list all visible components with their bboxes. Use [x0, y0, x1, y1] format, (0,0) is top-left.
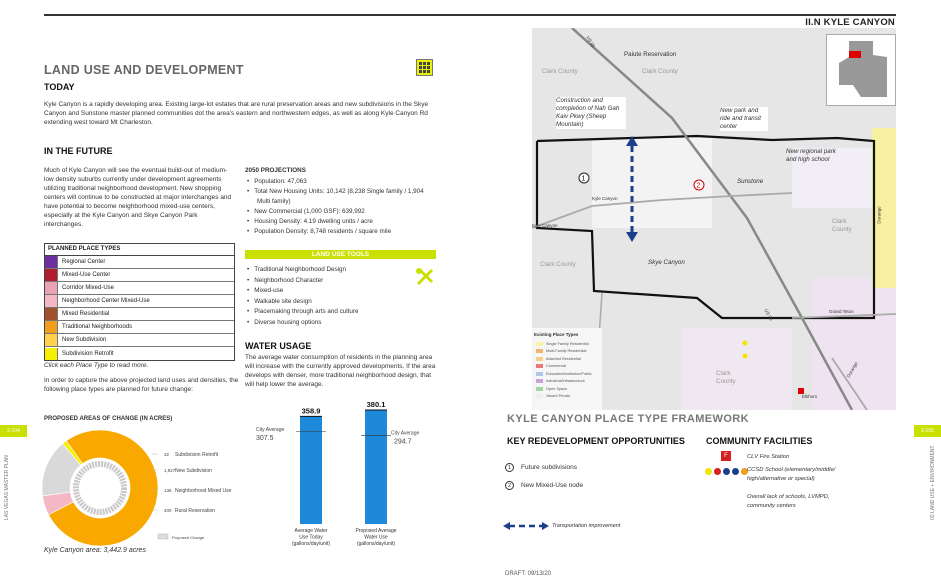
label-durango: Durango — [845, 361, 859, 379]
label-skye-canyon: Skye Canyon — [648, 259, 685, 266]
future-text: Much of Kyle Canyon will see the eventual build-out of medium-low density suburbs currently under development agreements utilizing traditional neighborhood development. New shopping centers will continue to be constructed at major interchanges and have potential to become neighborhood mixed-use centers, especially at the Kyle Canyon and Skye Canyon Park interchanges. — [44, 167, 232, 228]
water-category-label: Average Water — [294, 528, 328, 534]
city-average-label: City Average — [256, 426, 285, 433]
future-heading: IN THE FUTURE — [44, 146, 113, 156]
land-use-tools-title: LAND USE TOOLS — [245, 250, 436, 259]
label-us95: US 95 — [763, 308, 774, 322]
existing-type-label: Education/Institution/Public — [546, 371, 592, 376]
city-average-label: City Average — [391, 430, 420, 437]
legend-row[interactable] — [45, 295, 234, 308]
framework-title: KYLE CANYON PLACE TYPE FRAMEWORK — [507, 413, 749, 425]
label-clark-county: Clark County — [716, 370, 736, 385]
school-icons — [705, 468, 748, 475]
tools-icon — [414, 266, 436, 288]
label-elkhorn: Elkhorn — [802, 394, 818, 399]
label-grand-teton: Grand Teton — [829, 309, 854, 314]
vertical-text-right: 02 LAND USE + ENVIRONMENT — [930, 445, 936, 520]
key-opportunities-heading: KEY REDEVELOPMENT OPPORTUNITIES — [507, 436, 685, 446]
legend-row[interactable] — [45, 282, 234, 295]
label-clark-county: Clark County — [540, 261, 576, 268]
slice-category-label: New Subdivision — [175, 468, 212, 474]
legend-label: Corridor Mixed-Use — [62, 285, 115, 291]
existing-type-item — [536, 370, 592, 378]
school-dot-icon — [714, 468, 721, 475]
legend-title: PLANNED PLACE TYPES — [45, 244, 234, 256]
calculator-icon — [416, 59, 433, 76]
water-value-label: 358.9 — [301, 406, 321, 416]
draft-date: DRAFT: 09/13/20 — [505, 571, 552, 577]
label-paiute: Paiute Reservation — [624, 51, 677, 58]
existing-type-item — [536, 363, 592, 371]
page-number-left: 2-104 — [0, 425, 27, 437]
page-title: LAND USE AND DEVELOPMENT — [44, 63, 244, 77]
projection-item: • Population Density: 8,748 residents / square mile — [247, 227, 432, 237]
legend-row[interactable] — [45, 308, 234, 321]
existing-type-label: Multi-Family Residential — [546, 349, 587, 354]
transport-arrow-icon — [503, 521, 549, 531]
areas-of-change-chart — [40, 426, 245, 548]
slice-value-label: 400 — [164, 508, 172, 513]
legend-row[interactable] — [45, 269, 234, 282]
existing-type-label: Commercial — [546, 364, 567, 369]
legend-label: Proposed Change — [172, 535, 205, 540]
slice-category-label: Subdivision Retrofit — [175, 452, 219, 458]
key-item-label: Future subdivisions — [521, 464, 577, 471]
legend-label: Regional Center — [62, 259, 106, 265]
projections-heading: 2050 PROJECTIONS — [245, 167, 306, 174]
existing-type-swatch — [536, 364, 543, 368]
water-category-label: (gallons/day/unit) — [291, 541, 331, 547]
existing-type-label: Vacant Private — [546, 394, 571, 399]
legend-label: Traditional Neighborhoods — [62, 324, 133, 330]
existing-type-label: Attached Residential — [546, 356, 581, 361]
existing-type-item — [536, 348, 592, 356]
water-category-label: (gallons/day/unit) — [356, 541, 396, 547]
projection-item: • Population: 47,063 — [247, 177, 432, 187]
city-average-value: 307.5 — [256, 434, 274, 442]
legend-label: Mixed Residential — [62, 311, 110, 317]
existing-type-swatch — [536, 387, 543, 391]
existing-type-label: Single Family Residential — [546, 341, 589, 346]
legend-swatch — [45, 295, 58, 307]
tool-item: • Walkable site design — [247, 297, 407, 308]
capture-text: In order to capture the above projected land uses and densities, the following place types are planned for future change: — [44, 377, 239, 393]
label-clark-county: Clark County — [542, 68, 578, 75]
tools-list — [247, 265, 407, 328]
fire-station-icon: F — [721, 451, 731, 461]
legend-row[interactable] — [45, 334, 234, 347]
top-rule — [44, 14, 896, 16]
number-one-icon: 1 — [505, 463, 514, 472]
svg-text:2: 2 — [696, 182, 701, 190]
svg-text:1: 1 — [581, 175, 586, 183]
slice-value-label: 1,927 — [164, 468, 176, 473]
inset-graphics — [827, 35, 895, 105]
legend-swatch — [45, 321, 58, 333]
key-item-label: New Mixed-Use node — [521, 482, 584, 489]
today-heading: TODAY — [44, 82, 75, 92]
label-sunstone: Sunstone — [737, 178, 764, 185]
water-text: The average water consumption of residents in the planning area will increase with the currently approved developments. If the area develops with denser, more traditional neighborhood design, that will help lower the average. — [245, 354, 436, 388]
areas-title: PROPOSED AREAS OF CHANGE (IN ACRES) — [44, 416, 173, 422]
label-clark-county: Clark County — [832, 218, 852, 233]
existing-type-swatch — [536, 372, 543, 376]
legend-swatch — [45, 348, 58, 360]
transport-label: Transportation improvement — [552, 523, 621, 529]
legend-swatch — [158, 534, 168, 539]
locator-inset-map — [826, 34, 896, 106]
school-label: CCSD School (elementary/middle/ high/alternative or special) — [747, 467, 836, 482]
planned-place-types-legend — [44, 243, 235, 361]
projection-item: • Total New Housing Units: 10,142 (8,238 Single family / 1,904 Multi family) — [247, 187, 432, 207]
existing-type-swatch — [536, 342, 543, 346]
proposed-change-ring — [76, 464, 124, 512]
lack-of-facilities-label: Overall lack of schools, LVMPD, community centers — [747, 494, 830, 509]
water-bar — [365, 410, 387, 524]
page-number-right: 2-105 — [914, 425, 941, 437]
legend-row[interactable] — [45, 256, 234, 269]
existing-type-item — [536, 378, 592, 386]
fire-station-label: CLV Fire Station — [747, 454, 790, 460]
label-us95: US 95 — [585, 35, 596, 49]
label-durango: Durango — [876, 206, 882, 224]
tool-item: • Placemaking through arts and culture — [247, 307, 407, 318]
slice-value-label: 136 — [164, 488, 172, 493]
existing-type-item — [536, 355, 592, 363]
projection-item: • New Commercial (1,000 GSF): 639,992 — [247, 207, 432, 217]
existing-type-item — [536, 385, 592, 393]
tool-item: • Traditional Neighborhood Design — [247, 265, 407, 276]
legend-swatch — [45, 269, 58, 281]
key-item — [505, 481, 583, 490]
school-dot-icon — [723, 468, 730, 475]
existing-types-title: Existing Place Types — [534, 332, 579, 337]
existing-type-swatch — [536, 379, 543, 383]
slice-category-label: Neighborhood Mixed Use — [175, 488, 232, 494]
existing-type-swatch — [536, 394, 543, 398]
community-facilities-heading: COMMUNITY FACILITIES — [706, 436, 813, 446]
label-regional-park: New regional park and high school — [786, 148, 836, 163]
existing-type-swatch — [536, 357, 543, 361]
key-item — [505, 463, 577, 472]
vertical-text-left: LAS VEGAS MASTER PLAN — [4, 455, 10, 520]
city-average-value: 294.7 — [394, 438, 412, 446]
existing-type-item — [536, 340, 592, 348]
tool-item: • Neighborhood Character — [247, 276, 407, 287]
existing-type-label: Open Space — [546, 386, 568, 391]
slice-category-label: Rural Reservation — [175, 508, 216, 514]
slice-value-label: 32 — [164, 452, 170, 457]
number-two-icon: 2 — [505, 481, 514, 490]
water-category-label: Proposed Average — [355, 528, 397, 534]
label-new-park: New park and ride and transit center — [720, 107, 768, 131]
label-construction: Construction and completion of Nah Gah Kaiv Pkwy (Sheep Mountain) — [556, 97, 626, 129]
water-category-label: Water Use — [364, 534, 388, 541]
existing-types-legend — [536, 340, 592, 400]
legend-swatch — [45, 282, 58, 294]
projection-item: • Housing Density: 4.19 dwelling units / acre — [247, 217, 432, 227]
water-category-label: Use Today — [299, 534, 323, 541]
click-note: Click each Place Type to read more. — [44, 362, 149, 369]
tool-item: • Mixed-use — [247, 286, 407, 297]
label-clark-county: Clark County — [642, 68, 678, 75]
legend-swatch — [45, 256, 58, 268]
water-bar — [300, 416, 322, 524]
legend-label: Mixed-Use Center — [62, 272, 111, 278]
label-kyle-canyon-road: Kyle Canyon — [592, 196, 618, 201]
school-dot-icon — [705, 468, 712, 475]
legend-label: Neighborhood Center Mixed-Use — [62, 298, 150, 304]
label-kyle-canyon-road: Kyle Canyon — [532, 223, 558, 228]
projections-list — [247, 177, 432, 237]
existing-type-label: Industrial/Infrastructure — [546, 379, 585, 384]
section-tag: II.N KYLE CANYON — [805, 17, 895, 28]
water-heading: WATER USAGE — [245, 341, 312, 351]
school-dot-icon — [732, 468, 739, 475]
today-text: Kyle Canyon is a rapidly developing area. Existing large-lot estates that are rural preservation areas and new subdivisions in the Skye Canyon and Sunstone master planned communities dot the area's eastern and northwestern edges, as well as along Kyle Canyon Rd extending west toward Mt Charleston. — [44, 101, 429, 126]
legend-label: New Subdivision — [62, 337, 107, 343]
existing-type-swatch — [536, 349, 543, 353]
legend-swatch — [45, 334, 58, 346]
legend-label: Subdivision Retrofit — [62, 350, 114, 357]
legend-swatch — [45, 308, 58, 320]
existing-type-item — [536, 393, 592, 401]
water-usage-chart — [245, 394, 435, 556]
area-caption: Kyle Canyon area: 3,442.9 acres — [44, 547, 146, 554]
tool-item: • Diverse housing options — [247, 318, 407, 329]
legend-row[interactable] — [45, 347, 234, 360]
water-value-label: 380.1 — [366, 399, 386, 409]
legend-row[interactable] — [45, 321, 234, 334]
